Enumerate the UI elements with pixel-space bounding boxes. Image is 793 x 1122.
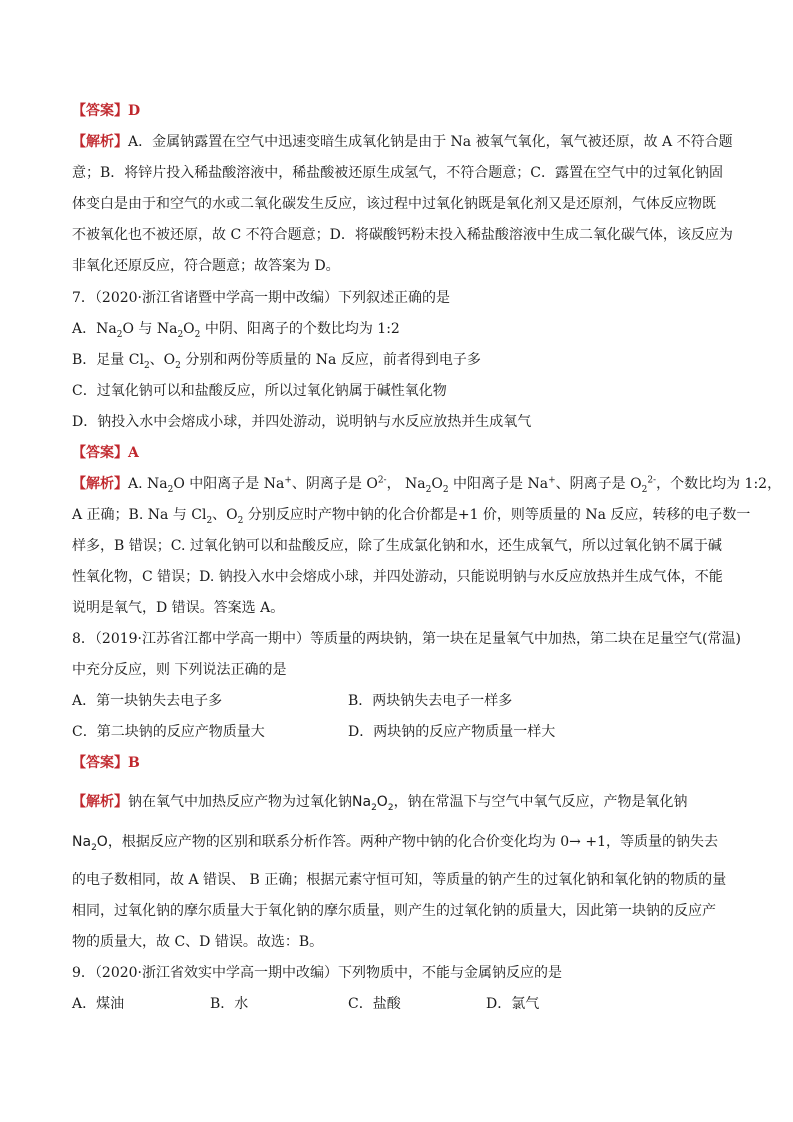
answer-value: D [128,103,141,119]
answer-tag: 【答案】 [72,103,128,119]
formula-na2o: $Na_2O$ [72,834,108,853]
q8-analysis-line-2: $Na_2O$，根据反应产物的区别和联系分析作答。两种产物中钠的化合价变化均为 0→ +1，等质量的钠失去 [72,834,719,853]
formula-na2o2: $Na_2O_2$ [352,794,394,813]
q8-analysis-line-3: 的电子数相同，故 A 错误、 B 正确；根据元素守恒可知，等质量的钠产生的过氧化钠和氧化钠的物质的量 [72,872,727,888]
q6-analysis-line-5: 非氧化还原反应，符合题意；故答案为 D。 [72,258,340,274]
q8-analysis-line-4: 相同，过氧化钠的摩尔质量大于氧化钠的摩尔质量，则产生的过氧化钠的质量大，因此第一块钠的反应产 [72,903,716,919]
q9-option-b: B．水 [210,996,249,1012]
q7-analysis-line-4: 性氧化物，C 错误；D. 钠投入水中会熔成小球，并四处游动，只能说明钠与水反应放热并生成气体，不能 [72,569,723,585]
analysis-tag: 【解析】 [72,476,128,492]
answer-value: B [128,755,140,771]
q7-analysis-line-5: 说明是氧气，D 错误。答案选 A。 [72,600,285,616]
q8-option-b: B．两块钠失去电子一样多 [348,693,513,709]
q9-option-a: A．煤油 [72,996,125,1012]
q8-option-a: A．第一块钠失去电子多 [72,693,223,709]
answer-tag: 【答案】 [72,755,128,771]
q6-answer-line [72,101,732,121]
q8-answer-line [72,753,732,773]
answer-value: A [128,445,139,461]
q7-analysis-line-3: 样多，B 错误；C. 过氧化钠可以和盐酸反应，除了生成氯化钠和水，还生成氧气，所以过氧化钠不属于碱 [72,538,722,554]
q8-analysis-line-1: 【解析】钠在氧气中加热反应产物为过氧化钠$Na_2O_2$，钠在常温下与空气中氧气反应，产物是氧化钠 [72,794,688,813]
q7-answer-line [72,443,732,463]
q8-options-row-1 [72,691,732,711]
q9-option-c: C．盐酸 [348,996,401,1012]
q8-stem-line-2: 中充分反应，则 下列说法正确的是 [72,662,287,678]
q7-option-c: C．过氧化钠可以和盐酸反应，所以过氧化钠属于碱性氧化物 [72,383,447,399]
q6-analysis-line-3: 体变白是由于和空气的水或二氧化碳发生反应，该过程中过氧化钠既是氧化剂又是还原剂，气体反应物既 [72,196,716,212]
analysis-tag: 【解析】 [72,794,128,810]
q9-stem: 9．（2020·浙江省效实中学高一期中改编）下列物质中，不能与金属钠反应的是 [72,965,562,981]
q8-option-c: C．第二块钠的反应产物质量大 [72,724,265,740]
analysis-text: A．金属钠露置在空气中迅速变暗生成氧化钠是由于 Na 被氧气氧化，氧气被还原，故 A 不符合题 [128,134,733,150]
q6-analysis-line-1 [72,132,732,152]
q6-analysis-line-4: 不被氧化也不被还原，故 C 不符合题意；D．将碳酸钙粉末投入稀盐酸溶液中生成二氧化碳气体，该反应为 [72,227,733,243]
q8-option-d: D．两块钠的反应产物质量一样大 [348,724,556,740]
answer-tag: 【答案】 [72,445,128,461]
analysis-tag: 【解析】 [72,134,128,150]
q7-option-a: A．$Na_2O$ 与 $Na_2O_2$ 中阴、阳离子的个数比均为 1:2 [72,321,400,340]
q7-stem: 7．（2020·浙江省诸暨中学高一期中改编）下列叙述正确的是 [72,290,450,306]
q8-stem-line-1: 8．（2019·江苏省江都中学高一期中）等质量的两块钠，第一块在足量氧气中加热，第二块在足量空气(常温) [72,631,741,647]
q8-options-row-2 [72,722,732,742]
q8-analysis-line-5: 物的质量大，故 C、D 错误。故选：B。 [72,934,324,950]
q9-option-d: D．氯气 [486,996,540,1012]
q7-option-d: D．钠投入水中会熔成小球，并四处游动，说明钠与水反应放热并生成氧气 [72,414,532,430]
q7-analysis-line-2: A 正确；B. Na 与 $Cl_2$、$O_2$ 分别反应时产物中钠的化合价都是+1 价，则等质量的 Na 反应，转移的电子数一 [72,507,751,526]
q6-analysis-line-2: 意；B．将锌片投入稀盐酸溶液中，稀盐酸被还原生成氢气，不符合题意；C．露置在空气中的过氧化钠固 [72,165,723,181]
q7-analysis-line-1: 【解析】A. $Na_2O$ 中阳离子是 Na+、阴离子是 $O^{2-}$， $Na_2O_2$ 中阳离子是 Na+、阴离子是 $O_2^{2-}$，个数比均为 1:2， [72,475,782,495]
q7-option-b: B．足量 $Cl_2$、$O_2$ 分别和两份等质量的 Na 反应，前者得到电子多 [72,352,481,371]
